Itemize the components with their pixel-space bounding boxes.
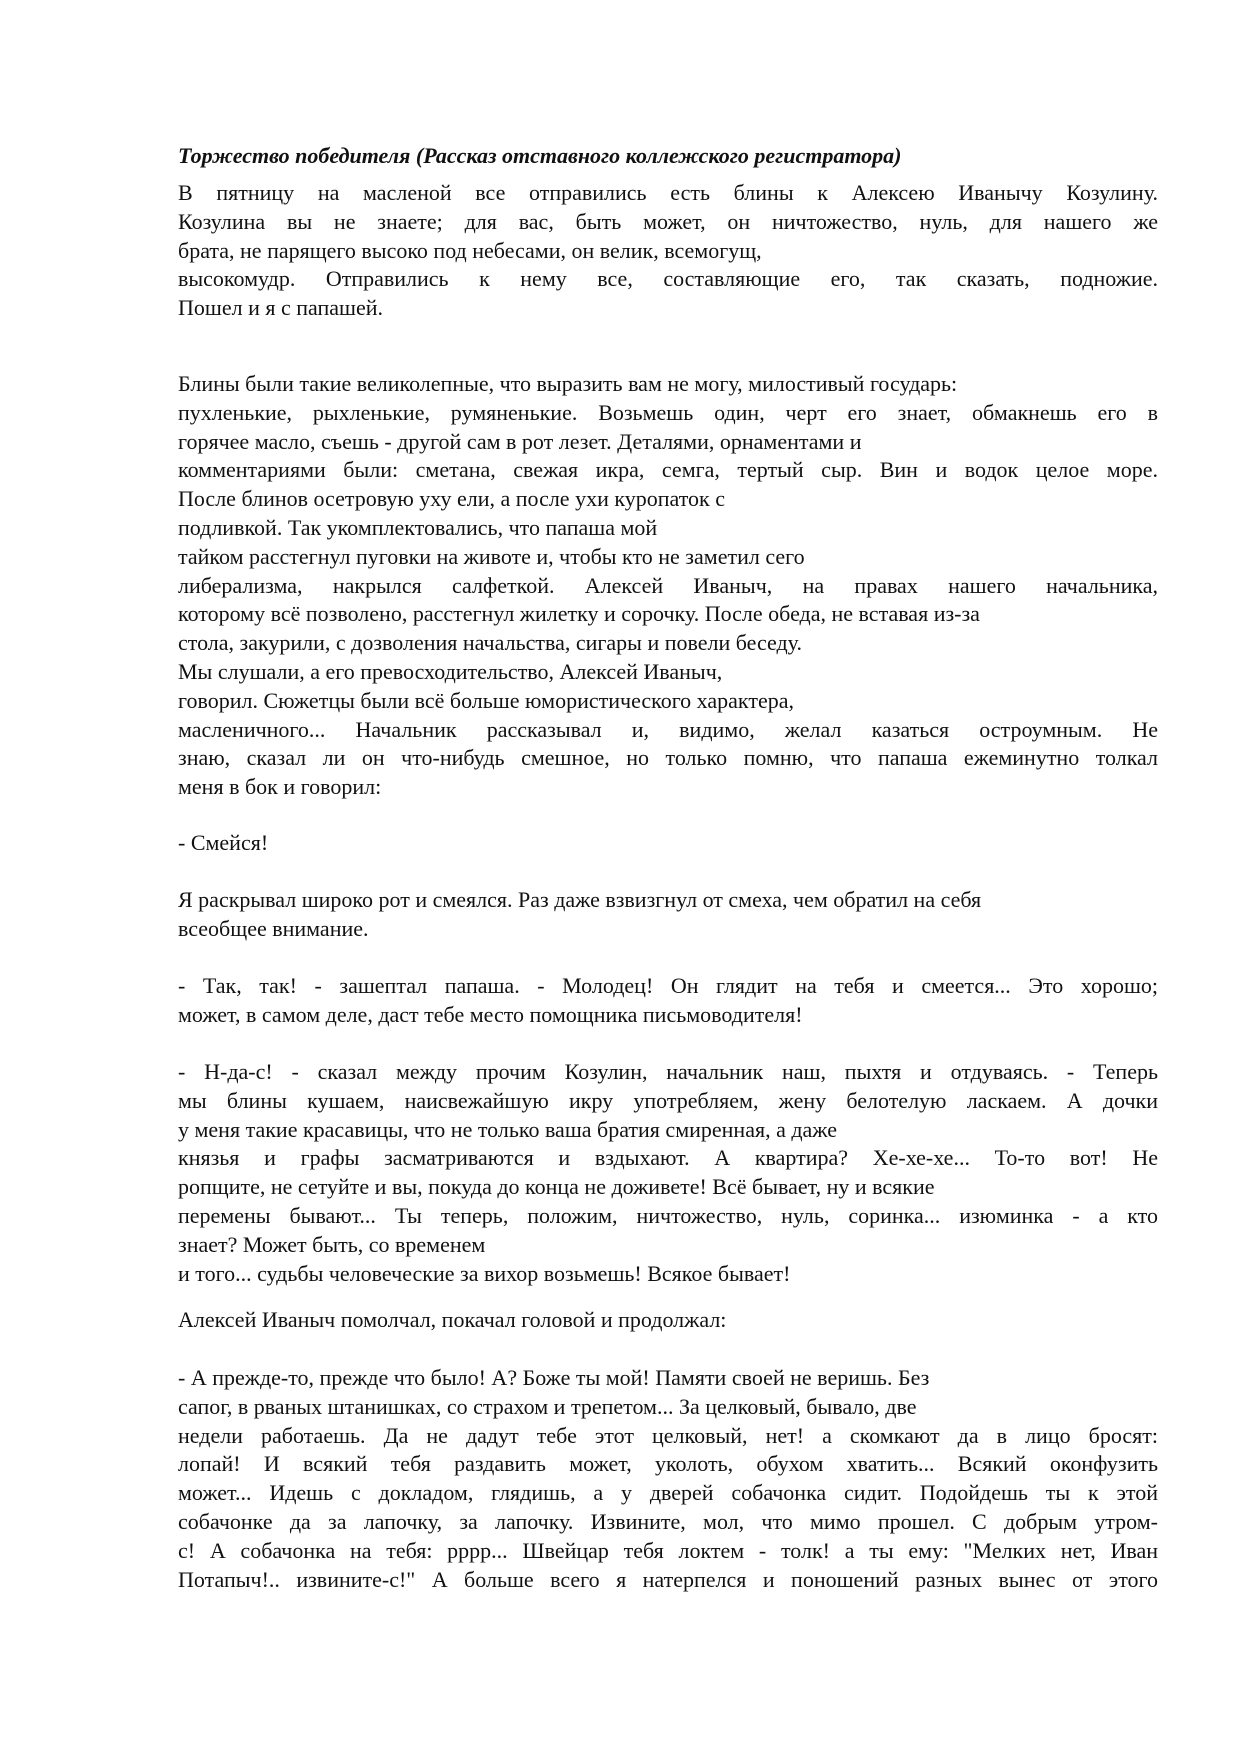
text-line: у меня такие красавицы, что не только ваша братия смиренная, а даже — [178, 1116, 837, 1142]
paragraph-8 — [178, 1364, 1158, 1594]
text-line: может... Идешь с докладом, глядишь, а у дверей собачонка сидит. Подойдешь ты к этой — [178, 1480, 1158, 1506]
text-line: говорил. Сюжетцы были всё больше юмористического характера, — [178, 687, 794, 713]
text-line: знает? Может быть, со временем — [178, 1231, 486, 1257]
text-line: меня в бок и говорил: — [178, 774, 382, 800]
text-line: - Н-да-с! - сказал между прочим Козулин, начальник наш, пыхтя и отдуваясь. - Теперь — [178, 1059, 1158, 1084]
text-line: Алексей Иваныч помолчал, покачал головой и продолжал: — [178, 1307, 727, 1332]
text-line: подливкой. Так укомплектовались, что папаша мой — [178, 514, 658, 540]
text-line: Блины были такие великолепные, что выразить вам не могу, милостивый государь: — [178, 371, 958, 396]
text-line: мы блины кушаем, наисвежайшую икру употребляем, жену белотелую ласкаем. А дочки — [178, 1087, 1158, 1113]
text-line: масленичного... Начальник рассказывал и, видимо, желал казаться остроумным. Не — [178, 716, 1158, 742]
text-line: высокомудр. Отправились к нему все, составляющие его, так сказать, подножие. — [178, 266, 1158, 292]
text-line: - Смейся! — [178, 830, 269, 855]
text-line: тайком расстегнул пуговки на животе и, чтобы кто не заметил сего — [178, 543, 805, 569]
paragraph-3 — [178, 829, 1158, 858]
text-line: ропщите, не сетуйте и вы, покуда до конца не доживете! Всё бывает, ну и всякие — [178, 1174, 935, 1200]
text-line: Потапыч!.. извините-с!" А больше всего я натерпелся и поношений разных вынес от этого — [178, 1566, 1158, 1592]
text-line: Мы слушали, а его превосходительство, Алексей Иваныч, — [178, 658, 723, 684]
text-line: может, в самом деле, даст тебе место помощника письмоводителя! — [178, 1001, 803, 1027]
text-line: собачонке да за лапочку, за лапочку. Извините, мол, что мимо прошел. С добрым утром- — [178, 1508, 1158, 1534]
text-line: Пошел и я с папашей. — [178, 295, 383, 321]
text-line: сапог, в рваных штанишках, со страхом и трепетом... За целковый, бывало, две — [178, 1393, 917, 1419]
text-line: либерализма, накрылся салфеткой. Алексей Иваныч, на правах нашего начальника, — [178, 572, 1158, 598]
text-line: князья и графы засматриваются и вздыхают. А квартира? Хе-хе-хе... То-то вот! Не — [178, 1145, 1158, 1171]
paragraph-1 — [178, 179, 1158, 323]
paragraph-5 — [178, 972, 1158, 1030]
text-line: перемены бывают... Ты теперь, положим, ничтожество, нуль, соринка... изюминка - а кто — [178, 1202, 1158, 1228]
text-line: - А прежде-то, прежде что было! А? Боже ты мой! Памяти своей не веришь. Без — [178, 1365, 930, 1390]
text-line: недели работаешь. Да не дадут тебе этот целковый, нет! а скомкают да в лицо бросят: — [178, 1422, 1158, 1448]
document-title: Торжество победителя (Рассказ отставного коллежского регистратора) — [178, 143, 902, 168]
text-line: Козулина вы не знаете; для вас, быть может, он ничтожество, нуль, для нашего же — [178, 208, 1158, 234]
text-line: комментариями были: сметана, свежая икра, семга, тертый сыр. Вин и водок целое море. — [178, 457, 1158, 483]
text-line: После блинов осетровую уху ели, а после ухи куропаток с — [178, 486, 725, 512]
text-line: знаю, сказал ли он что-нибудь смешное, но только помню, что папаша ежеминутно толкал — [178, 745, 1158, 771]
text-line: и того... судьбы человеческие за вихор возьмешь! Всякое бывает! — [178, 1260, 791, 1286]
paragraph-4 — [178, 886, 1158, 944]
paragraph-2 — [178, 370, 1158, 802]
paragraph-6 — [178, 1058, 1158, 1288]
text-line: брата, не парящего высоко под небесами, он велик, всемогущ, — [178, 237, 762, 263]
text-line: всеобщее внимание. — [178, 915, 369, 941]
paragraph-7 — [178, 1306, 1158, 1335]
text-line: с! А собачонка на тебя: рррр... Швейцар тебя локтем - толк! а ты ему: "Мелких нет, Иван — [178, 1537, 1158, 1563]
text-line: Я раскрывал широко рот и смеялся. Раз даже взвизгнул от смеха, чем обратил на себя — [178, 887, 982, 912]
text-line: пухленькие, рыхленькие, румяненькие. Возьмешь один, черт его знает, обмакнешь его в — [178, 399, 1158, 425]
text-line: стола, закурили, с дозволения начальства, сигары и повели беседу. — [178, 630, 802, 656]
text-line: лопай! И всякий тебя раздавить может, уколоть, обухом хватить... Всякий оконфузить — [178, 1451, 1158, 1477]
text-line: горячее масло, съешь - другой сам в рот лезет. Деталями, орнаментами и — [178, 428, 862, 454]
text-line: которому всё позволено, расстегнул жилетку и сорочку. После обеда, не вставая из-за — [178, 601, 980, 627]
text-line: В пятницу на масленой все отправились есть блины к Алексею Иванычу Козулину. — [178, 180, 1158, 205]
text-line: - Так, так! - зашептал папаша. - Молодец! Он глядит на тебя и смеется... Это хорошо; — [178, 973, 1158, 998]
